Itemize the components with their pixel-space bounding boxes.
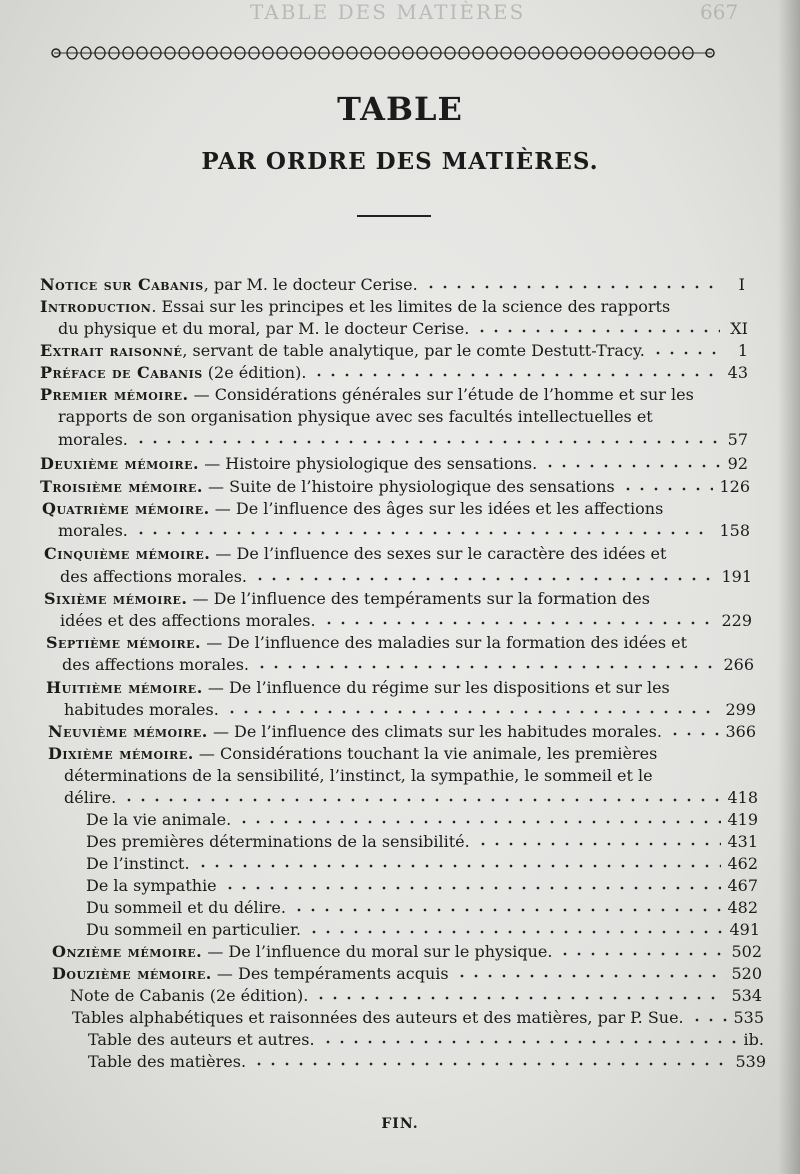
toc-entry-text xyxy=(46,633,687,652)
toc-entry-body: — De l’influence du moral sur le physique. xyxy=(202,942,553,961)
dot-leader xyxy=(690,1017,728,1023)
toc-entry-text xyxy=(40,297,670,316)
toc-entry-text xyxy=(72,1008,684,1027)
toc-entry-body: — De l’influence du régime sur les dispositions et sur les xyxy=(202,678,670,697)
toc-entry-body: idées et des affections morales. xyxy=(60,611,316,630)
toc-entry-heading: Dixième mémoire. xyxy=(48,744,194,763)
toc-entry-text xyxy=(40,454,537,473)
toc-entry-body: Note de Cabanis (2e édition). xyxy=(70,986,309,1005)
toc-entry-heading: Sixième mémoire. xyxy=(44,589,188,608)
toc-entry-body: — Considérations générales sur l’étude de l’homme et sur les xyxy=(188,385,694,404)
toc-entry-text xyxy=(64,766,653,785)
toc-entry-text xyxy=(52,942,552,961)
toc-entry-body: habitudes morales. xyxy=(64,700,219,719)
toc-page-number: 419 xyxy=(727,810,758,829)
toc-entry-heading: Deuxième mémoire. xyxy=(40,454,200,473)
toc-entry-text xyxy=(86,832,470,851)
decorative-border-ornament xyxy=(48,44,718,62)
toc-page-number: 534 xyxy=(731,986,762,1005)
dot-leader xyxy=(307,929,723,935)
toc-page-number: 482 xyxy=(727,898,758,917)
toc-page-number: 126 xyxy=(719,477,750,496)
toc-entry xyxy=(44,586,717,608)
toc-entry xyxy=(40,382,713,404)
toc-entry-text xyxy=(86,810,231,829)
dot-leader xyxy=(223,885,722,891)
toc-entry-line xyxy=(64,763,722,785)
toc-entry-line xyxy=(62,652,754,674)
toc-page-number: 1 xyxy=(737,341,748,360)
toc-entry-text xyxy=(62,655,249,674)
dot-leader xyxy=(196,863,722,869)
end-mark: FIN. xyxy=(381,1116,419,1132)
toc-page-number: 418 xyxy=(727,788,758,807)
toc-entry-line xyxy=(58,518,750,540)
toc-page-number: 366 xyxy=(725,722,756,741)
toc-entry xyxy=(40,294,712,316)
toc-entry-heading: Troisième mémoire. xyxy=(40,477,203,496)
dot-leader xyxy=(122,797,721,803)
page-number-bleedthrough: 667 xyxy=(700,0,739,24)
toc-entry-line xyxy=(58,404,713,426)
toc-entry-body: — Considérations touchant la vie animale, les premières xyxy=(193,744,658,763)
toc-page-number: 191 xyxy=(721,567,752,586)
toc-entry-body: Du sommeil et du délire. xyxy=(86,898,286,917)
toc-entry-text xyxy=(86,854,190,873)
toc-entry-body: Table des matières. xyxy=(88,1052,247,1071)
toc-entry-line xyxy=(64,785,758,807)
toc-page-number: 43 xyxy=(727,363,748,382)
toc-entry-body: (2e édition). xyxy=(202,363,307,382)
toc-entry-body: — Histoire physiologique des sensations. xyxy=(199,454,538,473)
toc-entry-text xyxy=(86,920,301,939)
toc-page-number: ib. xyxy=(743,1030,764,1049)
toc-entry xyxy=(40,451,748,473)
toc-entry-text xyxy=(44,544,666,563)
toc-entry-body: — De l’influence des climats sur les habitudes morales. xyxy=(207,722,662,741)
dot-leader xyxy=(321,1039,736,1045)
toc-entry-body: morales. xyxy=(58,430,128,449)
toc-entry-line xyxy=(60,564,752,586)
dot-leader xyxy=(312,372,720,378)
dot-leader xyxy=(253,576,715,582)
toc-entry-line xyxy=(64,697,756,719)
toc-entry-line xyxy=(60,608,752,630)
toc-page-number: 431 xyxy=(727,832,758,851)
toc-entry-line xyxy=(58,427,748,449)
toc-entry-text xyxy=(88,1052,246,1071)
toc-entry-heading: Notice sur Cabanis xyxy=(40,275,204,294)
toc-page-number: 535 xyxy=(733,1008,764,1027)
dot-leader xyxy=(651,350,720,356)
toc-page-number: 462 xyxy=(727,854,758,873)
toc-entry-body: . Essai sur les principes et les limites de la science des rapports xyxy=(151,297,671,316)
toc-page-number: 158 xyxy=(719,521,750,540)
toc-entry-heading: Neuvième mémoire. xyxy=(48,722,208,741)
toc-entry-body: De la sympathie xyxy=(86,876,217,895)
toc-page-number: 229 xyxy=(721,611,752,630)
toc-entry-text xyxy=(40,341,645,360)
toc-entry-text xyxy=(48,744,657,763)
dot-leader xyxy=(252,1061,729,1067)
toc-entry-heading: Septième mémoire. xyxy=(46,633,202,652)
toc-entry-body: des affections morales. xyxy=(62,655,249,674)
toc-entry-text xyxy=(58,319,469,338)
toc-entry-text xyxy=(58,407,653,426)
toc-page-number: 57 xyxy=(727,430,748,449)
toc-entry-body: Table des auteurs et autres. xyxy=(88,1030,315,1049)
toc-entry-text xyxy=(40,385,694,404)
toc-entry-body: — De l’influence des maladies sur la formation des idées et xyxy=(201,633,688,652)
toc-entry-line xyxy=(58,316,748,338)
toc-entry xyxy=(52,939,762,961)
toc-entry-text xyxy=(52,964,449,983)
toc-entry-line xyxy=(86,829,758,851)
toc-entry-text xyxy=(40,275,418,294)
dot-leader xyxy=(134,439,720,445)
dot-leader xyxy=(322,620,716,626)
dot-leader xyxy=(255,664,717,670)
dot-leader xyxy=(558,951,725,957)
dot-leader xyxy=(424,284,717,290)
toc-entry xyxy=(42,496,719,518)
toc-entry-text xyxy=(86,898,286,917)
dot-leader xyxy=(476,841,722,847)
toc-entry-text xyxy=(48,722,662,741)
toc-page-number: 266 xyxy=(723,655,754,674)
toc-entry-heading: Introduction xyxy=(40,297,152,316)
toc-entry-body: délire. xyxy=(64,788,117,807)
toc-entry-body: De l’instinct. xyxy=(86,854,190,873)
toc-entry-heading: Huitième mémoire. xyxy=(46,678,203,697)
toc-entry-line xyxy=(72,1005,764,1027)
dot-leader xyxy=(475,328,720,334)
toc-page-number: 92 xyxy=(727,454,748,473)
toc-entry-heading: Préface de Cabanis xyxy=(40,363,203,382)
toc-entry-heading: Premier mémoire. xyxy=(40,385,189,404)
toc-entry-body: — Des tempéraments acquis xyxy=(211,964,449,983)
toc-entry xyxy=(40,338,748,360)
toc-page-number: XI xyxy=(730,319,748,338)
toc-entry-body: Du sommeil en particulier. xyxy=(86,920,301,939)
toc-entry-text xyxy=(44,589,650,608)
toc-entry-text xyxy=(64,788,116,807)
toc-entry-text xyxy=(64,700,219,719)
toc-entry-text xyxy=(60,567,247,586)
toc-page-number: 299 xyxy=(725,700,756,719)
toc-entry-heading: Quatrième mémoire. xyxy=(42,499,210,518)
toc-entry-body: — De l’influence des âges sur les idées et les affections xyxy=(209,499,664,518)
toc-page-number: 539 xyxy=(735,1052,766,1071)
page-title: TABLE xyxy=(337,90,463,128)
toc-entry-text xyxy=(40,363,306,382)
toc-entry-heading: Onzième mémoire. xyxy=(52,942,203,961)
toc-entry-line xyxy=(88,1049,766,1071)
toc-entry-line xyxy=(86,873,758,895)
dot-leader xyxy=(668,731,720,737)
toc-entry xyxy=(48,741,722,763)
toc-page-number: 520 xyxy=(731,964,762,983)
toc-entry-body: — Suite de l’histoire physiologique des sensations xyxy=(202,477,615,496)
toc-page-number: 467 xyxy=(727,876,758,895)
toc-entry-body: du physique et du moral, par M. le docteur Cerise. xyxy=(58,319,470,338)
toc-entry xyxy=(52,961,762,983)
dot-leader xyxy=(237,819,721,825)
toc-entry-body: , servant de table analytique, par le comte Destutt-Tracy. xyxy=(182,341,645,360)
toc-entry-body: Tables alphabétiques et raisonnées des auteurs et des matières, par P. Sue. xyxy=(72,1008,684,1027)
toc-entry-text xyxy=(58,430,128,449)
dot-leader xyxy=(225,709,720,715)
toc-page-number: 491 xyxy=(729,920,760,939)
toc-entry-text xyxy=(46,678,670,697)
page-subtitle: PAR ORDRE DES MATIÈRES. xyxy=(201,148,599,175)
dot-leader xyxy=(455,973,726,979)
toc-entry xyxy=(46,630,718,652)
toc-entry xyxy=(48,719,756,741)
toc-entry-text xyxy=(88,1030,315,1049)
toc-entry-text xyxy=(42,499,663,518)
running-header-bleedthrough: TABLE DES MATIÈRES xyxy=(250,0,526,24)
toc-entry-text xyxy=(58,521,128,540)
page-gutter-shadow xyxy=(778,0,800,1174)
dot-leader xyxy=(292,907,721,913)
toc-entry-line xyxy=(86,807,758,829)
toc-entry-text xyxy=(70,986,308,1005)
toc-entry-body: Des premières déterminations de la sensibilité. xyxy=(86,832,470,851)
toc-entry-body: des affections morales. xyxy=(60,567,247,586)
toc-entry-body: , par M. le docteur Cerise. xyxy=(203,275,418,294)
toc-page-number: I xyxy=(738,275,745,294)
toc-entry xyxy=(40,272,745,294)
toc-entry-heading: Cinquième mémoire. xyxy=(44,544,211,563)
toc-page-number: 502 xyxy=(731,942,762,961)
toc-entry-line xyxy=(88,1027,764,1049)
toc-entry xyxy=(40,360,748,382)
title-rule xyxy=(357,215,431,217)
dot-leader xyxy=(134,530,714,536)
toc-entry-line xyxy=(86,917,760,939)
toc-entry-body: De la vie animale. xyxy=(86,810,232,829)
toc-entry-heading: Extrait raisonné xyxy=(40,341,183,360)
toc-entry xyxy=(46,675,719,697)
toc-entry-line xyxy=(86,895,758,917)
toc-entry-text xyxy=(40,477,615,496)
toc-entry-body: rapports de son organisation physique avec ses facultés intellectuelles et xyxy=(58,407,653,426)
toc-entry-body: déterminations de la sensibilité, l’instinct, la sympathie, le sommeil et le xyxy=(64,766,653,785)
toc-entry xyxy=(44,541,716,563)
toc-entry-text xyxy=(86,876,217,895)
dot-leader xyxy=(314,995,725,1001)
toc-entry-body: morales. xyxy=(58,521,128,540)
toc-entry-body: — De l’influence des tempéraments sur la formation des xyxy=(187,589,650,608)
dot-leader xyxy=(543,463,720,469)
toc-entry-line xyxy=(86,851,758,873)
toc-entry xyxy=(40,474,750,496)
toc-entry-heading: Douzième mémoire. xyxy=(52,964,212,983)
toc-entry-line xyxy=(70,983,762,1005)
dot-leader xyxy=(621,486,714,492)
toc-entry-text xyxy=(60,611,316,630)
toc-entry-body: — De l’influence des sexes sur le caractère des idées et xyxy=(210,544,667,563)
